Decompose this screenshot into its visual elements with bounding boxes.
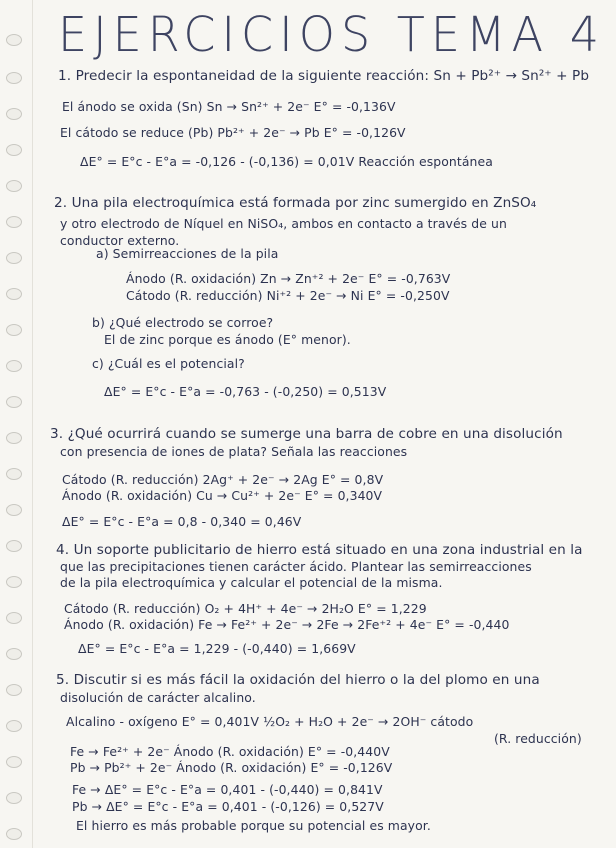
question-3-cathode: Cátodo (R. reducción) 2Ag⁺ + 2e⁻ → 2Ag E° = 0,8V: [62, 472, 384, 487]
binder-hole-icon: [6, 180, 22, 192]
question-4-line-2: que las precipitaciones tienen carácter ácido. Plantear las semirreacciones: [60, 559, 532, 574]
question-5: 5. Discutir si es más fácil la oxidación del hierro o la del plomo en una: [56, 672, 540, 688]
binder-hole-icon: [6, 288, 22, 300]
binder-hole-icon: [6, 828, 22, 840]
question-2-b-answer: El de zinc porque es ánodo (E° menor).: [104, 332, 351, 347]
binder-hole-icon: [6, 756, 22, 768]
binder-hole-icon: [6, 360, 22, 372]
binder-hole-icon: [6, 576, 22, 588]
question-5-fe-potential: Fe → ΔE° = E°c - E°a = 0,401 - (-0,440) = 0,841V: [72, 782, 383, 797]
question-5-pb-anode: Pb → Pb²⁺ + 2e⁻ Ánodo (R. oxidación) E° = -0,126V: [70, 760, 393, 775]
question-4-cathode: Cátodo (R. reducción) O₂ + 4H⁺ + 4e⁻ → 2H₂O E° = 1,229: [64, 601, 427, 616]
question-1-cathode: El cátodo se reduce (Pb) Pb²⁺ + 2e⁻ → Pb E° = -0,126V: [60, 125, 406, 140]
binder-holes: [0, 0, 30, 848]
question-5-line-2: disolución de carácter alcalino.: [60, 690, 256, 705]
binder-hole-icon: [6, 144, 22, 156]
question-4-potential: ΔE° = E°c - E°a = 1,229 - (-0,440) = 1,669V: [78, 641, 356, 656]
question-3-potential: ΔE° = E°c - E°a = 0,8 - 0,340 = 0,46V: [62, 514, 302, 529]
question-3-line-2: con presencia de iones de plata? Señala las reacciones: [60, 444, 408, 459]
binder-hole-icon: [6, 108, 22, 120]
binder-hole-icon: [6, 684, 22, 696]
question-4-line-3: de la pila electroquímica y calcular el potencial de la misma.: [60, 575, 443, 590]
question-5-reduction-label: (R. reducción): [494, 731, 582, 746]
binder-hole-icon: [6, 216, 22, 228]
question-4-anode: Ánodo (R. oxidación) Fe → Fe²⁺ + 2e⁻ → 2Fe → 2Fe⁺² + 4e⁻ E° = -0,440: [64, 617, 510, 632]
question-3: 3. ¿Qué ocurrirá cuando se sumerge una barra de cobre en una disolución: [50, 426, 563, 442]
binder-hole-icon: [6, 324, 22, 336]
question-2: 2. Una pila electroquímica está formada por zinc sumergido en ZnSO₄: [54, 195, 537, 211]
question-5-alkaline: Alcalino - oxígeno E° = 0,401V ½O₂ + H₂O + 2e⁻ → 2OH⁻ cátodo: [66, 714, 474, 729]
question-1: 1. Predecir la espontaneidad de la siguiente reacción: Sn + Pb²⁺ → Sn²⁺ + Pb: [58, 68, 590, 84]
binder-hole-icon: [6, 34, 22, 46]
question-5-conclusion: El hierro es más probable porque su potencial es mayor.: [76, 818, 431, 833]
question-5-pb-potential: Pb → ΔE° = E°c - E°a = 0,401 - (-0,126) = 0,527V: [72, 799, 384, 814]
binder-hole-icon: [6, 72, 22, 84]
binder-hole-icon: [6, 540, 22, 552]
binder-hole-icon: [6, 504, 22, 516]
question-2-anode: Ánodo (R. oxidación) Zn → Zn⁺² + 2e⁻ E° = -0,763V: [126, 271, 451, 286]
binder-hole-icon: [6, 648, 22, 660]
question-2-line-3: conductor externo.: [60, 233, 180, 248]
question-2-cathode: Cátodo (R. reducción) Ni⁺² + 2e⁻ → Ni E° = -0,250V: [126, 288, 450, 303]
margin-line: [32, 0, 33, 848]
question-4: 4. Un soporte publicitario de hierro está situado en una zona industrial en la: [56, 542, 583, 558]
question-5-fe-anode: Fe → Fe²⁺ + 2e⁻ Ánodo (R. oxidación) E° = -0,440V: [70, 744, 390, 759]
question-2-line-2: y otro electrodo de Níquel en NiSO₄, ambos en contacto a través de un: [60, 216, 507, 231]
binder-hole-icon: [6, 468, 22, 480]
question-2-c-answer: ΔE° = E°c - E°a = -0,763 - (-0,250) = 0,513V: [104, 384, 387, 399]
binder-hole-icon: [6, 252, 22, 264]
binder-hole-icon: [6, 792, 22, 804]
question-1-anode: El ánodo se oxida (Sn) Sn → Sn²⁺ + 2e⁻ E° = -0,136V: [62, 99, 396, 114]
page-title: EJERCICIOS TEMA 4: [58, 6, 605, 63]
binder-hole-icon: [6, 432, 22, 444]
question-2-a: a) Semirreacciones de la pila: [96, 246, 279, 261]
question-2-b: b) ¿Qué electrodo se corroe?: [92, 315, 274, 330]
question-3-anode: Ánodo (R. oxidación) Cu → Cu²⁺ + 2e⁻ E° = 0,340V: [62, 488, 383, 503]
binder-hole-icon: [6, 396, 22, 408]
question-1-potential: ΔE° = E°c - E°a = -0,126 - (-0,136) = 0,01V Reacción espontánea: [80, 154, 493, 169]
question-2-c: c) ¿Cuál es el potencial?: [92, 356, 245, 371]
binder-hole-icon: [6, 720, 22, 732]
binder-hole-icon: [6, 612, 22, 624]
